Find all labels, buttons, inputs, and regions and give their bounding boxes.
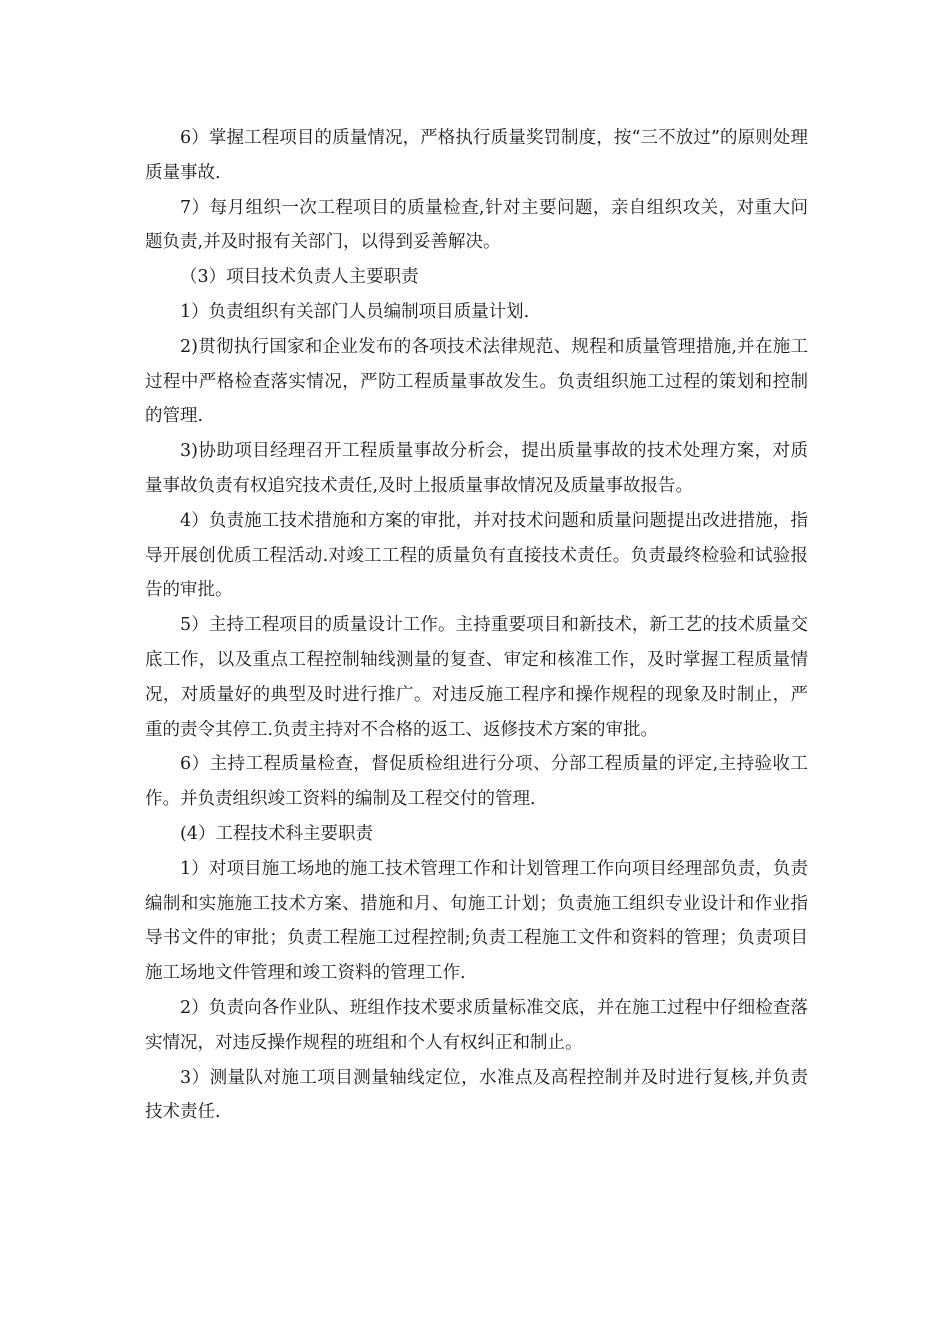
- document-body: [145, 121, 808, 1130]
- paragraph-duty-6-quality-status: 6）掌握工程项目的质量情况，严格执行质量奖罚制度，按“三不放过”的原则处理质量事故.: [145, 128, 808, 183]
- section-heading-engineering-dept: (4）工程技术科主要职责: [180, 823, 373, 844]
- paragraph-engineering-duty-1: 1）对项目施工场地的施工技术管理工作和计划管理工作向项目经理部负责，负责编制和实施施工技术方案、措施和月、旬施工计划；负责施工组织专业设计和作业指导书文件的审批；负责工程施工过程控制;负责工程施工文件和资料的管理；负责项目施工场地文件管理和竣工资料的管理工作.: [145, 858, 808, 984]
- paragraph-tech-lead-duty-1: 1）负责组织有关部门人员编制项目质量计划.: [180, 301, 530, 322]
- paragraph-tech-lead-duty-4: 4）负责施工技术措施和方案的审批，并对技术问题和质量问题提出改进措施，指导开展创优质工程活动.对竣工工程的质量负有直接技术责任。负责最终检验和试验报告的审批。: [145, 510, 808, 601]
- paragraph-duty-7-monthly-inspection: 7）每月组织一次工程项目的质量检查,针对主要问题，亲自组织攻关，对重大问题负责,并及时报有关部门，以得到妥善解决。: [145, 197, 808, 253]
- paragraph-engineering-duty-2: 2）负责向各作业队、班组作技术要求质量标准交底，并在施工过程中仔细检查落实情况，对违反操作规程的班组和个人有权纠正和制止。: [145, 997, 808, 1053]
- paragraph-tech-lead-duty-5: 5）主持工程项目的质量设计工作。主持重要项目和新技术，新工艺的技术质量交底工作，以及重点工程控制轴线测量的复查、审定和核准工作，及时掌握工程质量情况，对质量好的典型及时进行推广。对违反施工程序和操作规程的现象及时制止，严重的责令其停工.负责主持对不合格的返工、返修技术方案的审批。: [145, 615, 808, 740]
- section-heading-technical-lead: （3）项目技术负责人主要职责: [180, 267, 419, 288]
- paragraph-tech-lead-duty-3: 3)协助项目经理召开工程质量事故分析会，提出质量事故的技术处理方案，对质量事故负责有权追究技术责任,及时上报质量事故情况及质量事故报告。: [145, 441, 808, 496]
- paragraph-tech-lead-duty-6: 6）主持工程质量检查，督促质检组进行分项、分部工程质量的评定,主持验收工作。并负责组织竣工资料的编制及工程交付的管理.: [145, 754, 808, 810]
- paragraph-tech-lead-duty-2: 2)贯彻执行国家和企业发布的各项技术法律规范、规程和质量管理措施,并在施工过程中严格检查落实情况，严防工程质量事故发生。负责组织施工过程的策划和控制的管理.: [145, 336, 808, 427]
- paragraph-engineering-duty-3: 3）测量队对施工项目测量轴线定位，水准点及高程控制并及时进行复核,并负责技术责任.: [145, 1067, 808, 1123]
